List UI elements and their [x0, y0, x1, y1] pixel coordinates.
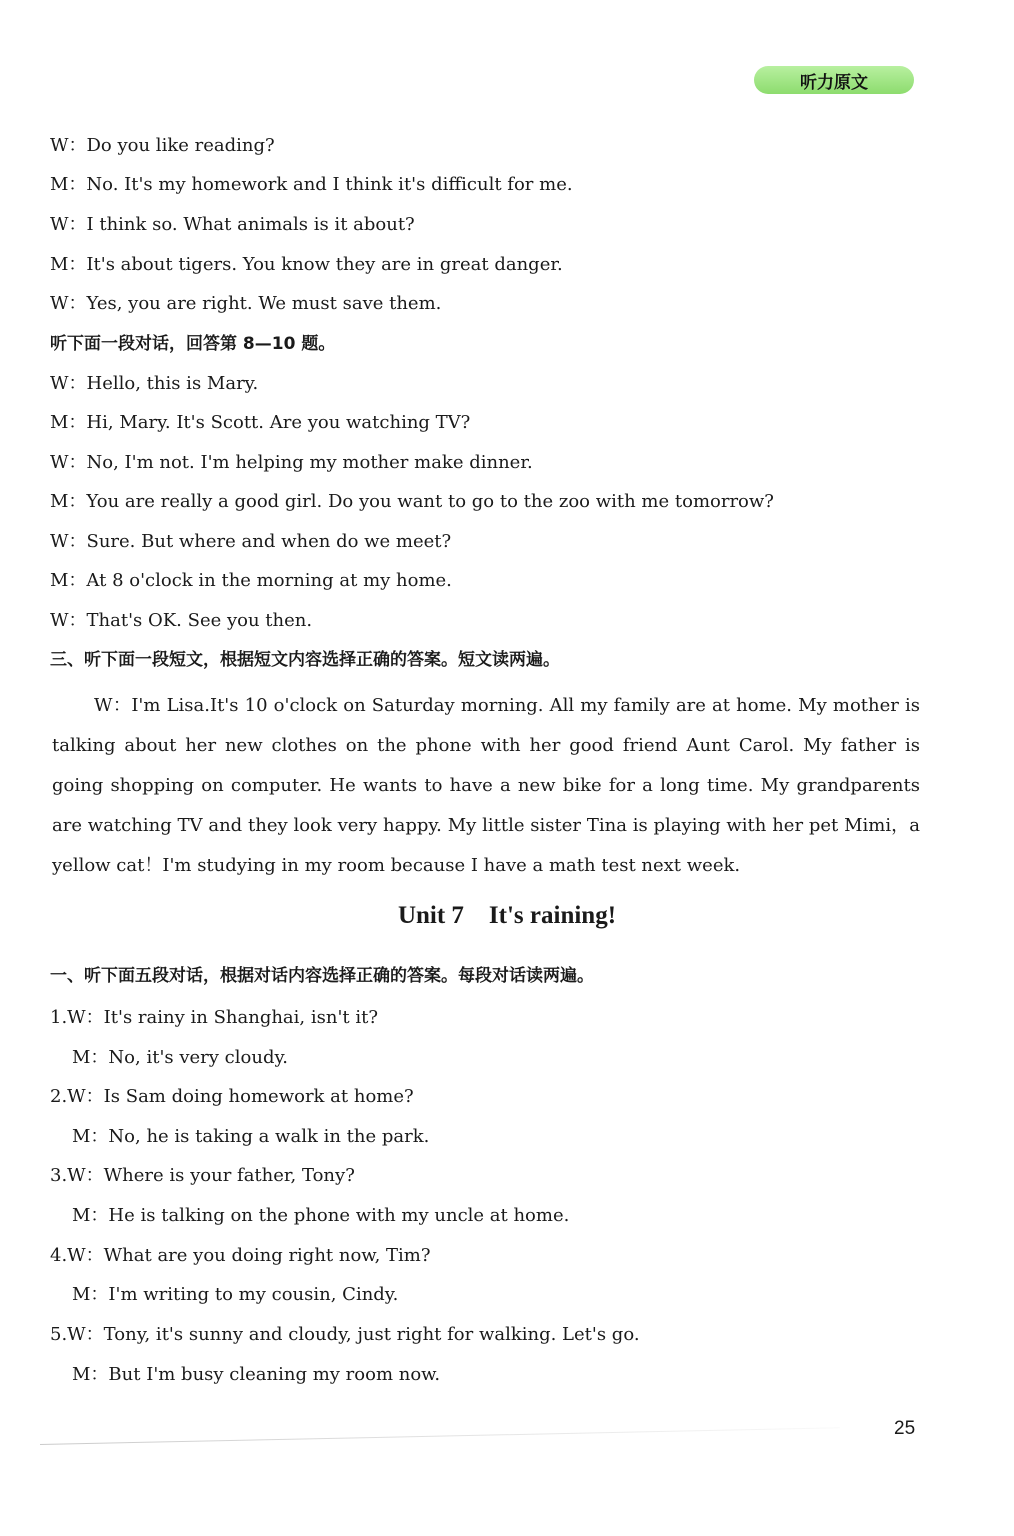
- instruction-text: 听下面一段对话，回答第 8—10 题。: [50, 334, 336, 354]
- dialog-line: M：You are really a good girl. Do you want to go to the zoo with me tomorrow?: [50, 491, 774, 512]
- dialog-line: M：I'm writing to my cousin, Cindy.: [72, 1284, 399, 1305]
- dialog-line: M：Hi, Mary. It's Scott. Are you watching TV?: [50, 412, 471, 433]
- section-heading: 三、听下面一段短文，根据短文内容选择正确的答案。短文读两遍。: [50, 650, 560, 670]
- dialog-line: W：That's OK. See you then.: [50, 610, 313, 631]
- dialog-line: 1.W：It's rainy in Shanghai, isn't it?: [50, 1007, 378, 1028]
- dialog-line: M：No, he is taking a walk in the park.: [72, 1126, 430, 1147]
- unit-title: Unit 7 It's raining!: [397, 902, 617, 929]
- page-number: 25: [894, 1418, 916, 1439]
- section-heading: 一、听下面五段对话，根据对话内容选择正确的答案。每段对话读两遍。: [50, 966, 594, 986]
- footer-divider: [40, 1427, 840, 1445]
- dialog-line: W：I think so. What animals is it about?: [50, 214, 415, 235]
- dialog-line: W：Sure. But where and when do we meet?: [50, 531, 452, 552]
- dialog-line: M：No. It's my homework and I think it's difficult for me.: [50, 174, 573, 195]
- dialog-line: M：At 8 o'clock in the morning at my home.: [50, 570, 452, 591]
- passage-text: W：I'm Lisa.It's 10 o'clock on Saturday morning. All my family are at home. My mother is talking about her new clothes on the phone with her good friend Aunt Carol. My father is going shopping on computer. He wants to have a new bike for a long time. My grandparents are watching TV and they look very happy. My little sister Tina is playing with her pet Mimi，a yellow cat！I'm studying in my room because I have a math test next week.: [52, 695, 920, 876]
- dialog-line: W：Hello, this is Mary.: [50, 373, 259, 394]
- section-badge: 听力原文: [754, 66, 914, 94]
- dialog-line: M：No, it's very cloudy.: [72, 1047, 288, 1068]
- dialog-line: 5.W：Tony, it's sunny and cloudy, just right for walking. Let's go.: [50, 1324, 640, 1345]
- dialog-line: M：But I'm busy cleaning my room now.: [72, 1364, 441, 1385]
- dialog-line: 4.W：What are you doing right now, Tim?: [50, 1245, 431, 1266]
- dialog-line: W：Yes, you are right. We must save them.: [50, 293, 442, 314]
- dialog-line: W：Do you like reading?: [50, 135, 275, 156]
- dialog-line: 2.W：Is Sam doing homework at home?: [50, 1086, 414, 1107]
- dialog-line: W：No, I'm not. I'm helping my mother make dinner.: [50, 452, 533, 473]
- dialog-line: M：He is talking on the phone with my uncle at home.: [72, 1205, 570, 1226]
- dialog-line: 3.W：Where is your father, Tony?: [50, 1165, 355, 1186]
- dialog-line: M：It's about tigers. You know they are in great danger.: [50, 254, 563, 275]
